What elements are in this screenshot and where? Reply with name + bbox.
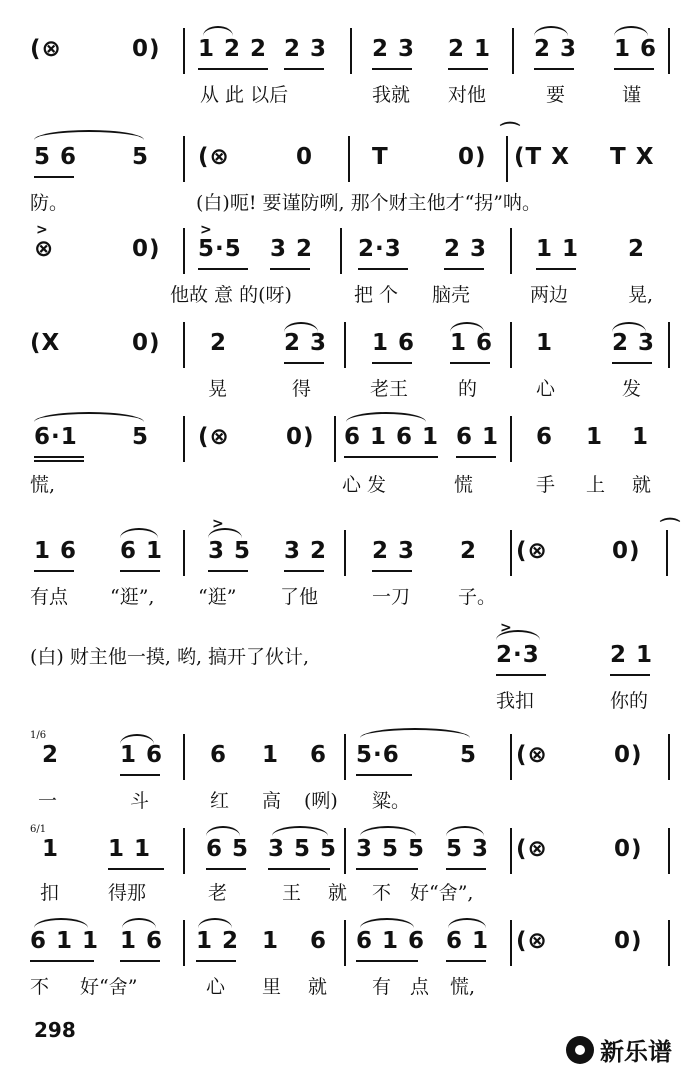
slur: [446, 826, 484, 836]
note-group: 6 1 1: [30, 928, 100, 954]
note-group: 2 3: [284, 330, 328, 356]
note-group: 1 6: [614, 36, 658, 62]
note-group: T: [372, 144, 389, 170]
lyric: 不: [372, 882, 392, 904]
note-group: 6 5: [206, 836, 250, 862]
lyric: 红: [210, 790, 230, 812]
grace-mark: 6/1: [30, 824, 47, 835]
lyric: 一: [38, 790, 58, 812]
note-group: 3 2: [270, 236, 314, 262]
note-group: 3 5 5: [268, 836, 338, 862]
lyric: 斗: [130, 790, 150, 812]
note-group: 6·1: [34, 424, 78, 450]
underline: [284, 570, 324, 572]
lyric: 两边: [530, 284, 569, 306]
slur: [203, 26, 233, 36]
lyric: 就: [328, 882, 348, 904]
note-group: T X: [610, 144, 655, 170]
note-group: 5 3: [446, 836, 490, 862]
underline: [344, 456, 438, 458]
lyric: 王: [282, 882, 302, 904]
note-group: (⊗: [30, 36, 62, 62]
logo-text: 新乐谱: [600, 1038, 672, 1066]
lyric: 晃: [208, 378, 228, 400]
slur: [448, 918, 486, 928]
note-group: 1 6: [120, 928, 164, 954]
slur: [360, 728, 470, 738]
barline: [510, 416, 512, 462]
lyric: 心: [206, 976, 226, 998]
barline: [510, 228, 512, 274]
underline: [34, 456, 84, 458]
lyric: 粱。: [372, 790, 411, 812]
underline: [446, 868, 486, 870]
lyric: 高: [262, 790, 282, 812]
note-group: 6: [536, 424, 554, 450]
underline: [196, 960, 236, 962]
grace-mark: 1/6: [30, 730, 47, 741]
lyric: (咧): [304, 790, 338, 812]
barline: [510, 734, 512, 780]
slur: [614, 26, 648, 36]
underline: [198, 268, 248, 270]
lyric: 对他: [448, 84, 487, 106]
lyric: 老王: [370, 378, 409, 400]
note-group: 5 6: [34, 144, 78, 170]
lyric: “逛”,: [110, 586, 155, 608]
lyric: “逛”: [198, 586, 237, 608]
barline: [510, 828, 512, 874]
lyric: 防。: [30, 192, 69, 214]
underline: [120, 960, 160, 962]
lyric: 扣: [40, 882, 60, 904]
note-group: 0): [458, 144, 487, 170]
system-8: [0, 724, 700, 814]
lyric: 上: [586, 474, 606, 496]
underline: [34, 570, 74, 572]
note-group: 0): [612, 538, 641, 564]
lyric: 子。: [458, 586, 497, 608]
lyric: 慌,: [450, 976, 476, 998]
note-group: 0): [614, 836, 643, 862]
underline: [372, 362, 412, 364]
barline: [183, 920, 185, 966]
note-group: 3 5 5: [356, 836, 426, 862]
note-group: 2 3: [534, 36, 578, 62]
barline: [348, 136, 350, 182]
note-group: 2 3: [284, 36, 328, 62]
note-group: 5: [460, 742, 478, 768]
note-group: 2: [42, 742, 60, 768]
slur: [34, 412, 144, 422]
system-4: [0, 316, 700, 406]
lyric: 从 此 以后: [200, 84, 289, 106]
slur: [198, 918, 232, 928]
note-group: (⊗: [516, 538, 548, 564]
lyric: 心: [536, 378, 556, 400]
note-group: (T X: [514, 144, 570, 170]
slur: [206, 826, 240, 836]
note-group: 5: [132, 424, 150, 450]
note-group: 1 6: [372, 330, 416, 356]
underline: [450, 362, 490, 364]
note-group: 1 1: [108, 836, 152, 862]
underline: [372, 68, 412, 70]
note-group: 2·3: [496, 642, 540, 668]
fermata-mark: ⌒: [500, 120, 520, 144]
note-group: 1: [536, 330, 554, 356]
underline: [610, 674, 650, 676]
underline: [34, 176, 74, 178]
note-group: 0): [132, 330, 161, 356]
underline: [120, 774, 160, 776]
barline: [668, 828, 670, 874]
underline: [448, 68, 488, 70]
system-6: [0, 516, 700, 612]
note-group: 0): [286, 424, 315, 450]
underline: [614, 68, 654, 70]
barline: [183, 416, 185, 462]
slur: [122, 918, 156, 928]
accent-mark: >: [36, 222, 48, 238]
lyric: 一刀: [372, 586, 411, 608]
note-group: 2 3: [372, 538, 416, 564]
underline: [284, 362, 324, 364]
barline: [512, 28, 514, 74]
note-group: 6: [210, 742, 228, 768]
note-group: 2 3: [444, 236, 488, 262]
note-group: 1: [42, 836, 60, 862]
system-2: [0, 120, 700, 220]
lyric: 得那: [108, 882, 147, 904]
lyric: 好“舍”: [80, 976, 138, 998]
note-group: (⊗: [516, 928, 548, 954]
barline: [344, 530, 346, 576]
note-group: 1 2 2: [198, 36, 268, 62]
underline: [356, 774, 412, 776]
barline: [510, 322, 512, 368]
note-group: 3 2: [284, 538, 328, 564]
lyric: 发: [622, 378, 642, 400]
underline: [198, 68, 268, 70]
underline: [284, 68, 324, 70]
barline: [183, 734, 185, 780]
lyric: 把 个: [354, 284, 399, 306]
note-group: 2: [210, 330, 228, 356]
lyric: 心 发: [342, 474, 387, 496]
lyric: 好“舍”,: [410, 882, 474, 904]
barline: [344, 322, 346, 368]
note-group: 2: [460, 538, 478, 564]
slur: [534, 26, 568, 36]
note-group: 2 3: [612, 330, 656, 356]
note-group: ⊗: [34, 236, 55, 262]
underline: [208, 570, 248, 572]
barline: [183, 828, 185, 874]
lyric: 我就: [372, 84, 411, 106]
note-group: 1 6: [34, 538, 78, 564]
note-group: 5: [132, 144, 150, 170]
lyric: 手: [536, 474, 556, 496]
lyric: 脑壳: [432, 284, 471, 306]
note-group: 0): [132, 236, 161, 262]
note-group: 2 1: [448, 36, 492, 62]
lyric: (白) 财主他一摸, 哟, 搞开了伙计,: [30, 646, 310, 668]
system-7: [0, 620, 700, 716]
underline: [372, 570, 412, 572]
note-group: (⊗: [516, 836, 548, 862]
site-logo: [566, 1032, 672, 1067]
underline: [356, 960, 418, 962]
underline: [268, 868, 330, 870]
note-group: 0: [296, 144, 314, 170]
slur: [120, 528, 158, 538]
note-group: 0): [614, 928, 643, 954]
note-group: 1: [262, 928, 280, 954]
lyric: 就: [308, 976, 328, 998]
note-group: 2: [628, 236, 646, 262]
underline: [536, 268, 576, 270]
lyric: 里: [262, 976, 282, 998]
underline: [108, 868, 164, 870]
underline: [206, 868, 246, 870]
slur: [346, 412, 426, 422]
vinyl-record-icon: [566, 1036, 594, 1064]
page-number: 298: [34, 1018, 76, 1042]
slur: [496, 630, 540, 640]
lyric: 要: [546, 84, 566, 106]
slur: [360, 918, 414, 928]
barline: [183, 228, 185, 274]
slur: [272, 826, 328, 836]
barline: [668, 322, 670, 368]
system-9: [0, 818, 700, 908]
note-group: 0): [132, 36, 161, 62]
barline: [668, 28, 670, 74]
fermata-mark: ⌒: [660, 516, 680, 540]
underline: [444, 268, 484, 270]
barline: [183, 322, 185, 368]
barline: [510, 920, 512, 966]
underline: [270, 268, 310, 270]
lyric: 慌: [454, 474, 474, 496]
lyric: 谨: [622, 84, 642, 106]
note-group: 2 1: [610, 642, 654, 668]
note-group: 6: [310, 928, 328, 954]
note-group: 5·5: [198, 236, 242, 262]
lyric: 你的: [610, 690, 649, 712]
barline: [183, 136, 185, 182]
accent-mark: >: [212, 516, 224, 532]
note-group: 1 6: [120, 742, 164, 768]
note-group: 3 5: [208, 538, 252, 564]
barline: [183, 530, 185, 576]
note-group: 1 6: [450, 330, 494, 356]
underline: [34, 460, 84, 462]
note-group: (⊗: [198, 144, 230, 170]
lyric: 我扣: [496, 690, 535, 712]
note-group: 1 2: [196, 928, 240, 954]
underline: [30, 960, 94, 962]
lyric: 的: [458, 378, 478, 400]
accent-mark: >: [500, 620, 512, 636]
lyric: 有: [372, 976, 392, 998]
lyric: 他故 意 的(呀): [170, 284, 292, 306]
note-group: 6 1: [456, 424, 500, 450]
note-group: 6 1 6: [356, 928, 426, 954]
underline: [456, 456, 496, 458]
note-group: 1 1: [536, 236, 580, 262]
note-group: (X: [30, 330, 61, 356]
underline: [446, 960, 486, 962]
lyric: 了他: [280, 586, 319, 608]
lyric: 得: [292, 378, 312, 400]
barline: [344, 920, 346, 966]
barline: [668, 920, 670, 966]
note-group: 6 1: [446, 928, 490, 954]
lyric: 不: [30, 976, 50, 998]
note-group: 6 1 6 1: [344, 424, 440, 450]
barline: [344, 828, 346, 874]
lyric: 晃,: [628, 284, 654, 306]
note-group: 6: [310, 742, 328, 768]
underline: [496, 674, 546, 676]
lyric: 就: [632, 474, 652, 496]
slur: [34, 918, 88, 928]
lyric: 老: [208, 882, 228, 904]
accent-mark: >: [200, 222, 212, 238]
note-group: 1: [262, 742, 280, 768]
lyric: 点: [410, 976, 430, 998]
underline: [612, 362, 652, 364]
barline: [183, 28, 185, 74]
slur: [34, 130, 144, 140]
lyric: 有点: [30, 586, 69, 608]
barline: [350, 28, 352, 74]
system-5: [0, 412, 700, 508]
barline: [340, 228, 342, 274]
note-group: 5·6: [356, 742, 400, 768]
slur: [208, 528, 242, 538]
underline: [120, 570, 160, 572]
note-group: (⊗: [198, 424, 230, 450]
note-group: (⊗: [516, 742, 548, 768]
barline: [668, 734, 670, 780]
note-group: 1: [586, 424, 604, 450]
note-group: 2·3: [358, 236, 402, 262]
lyric: (白)呃! 要谨防咧, 那个财主他才“拐”呐。: [196, 192, 542, 214]
underline: [534, 68, 574, 70]
barline: [334, 416, 336, 462]
note-group: 1: [632, 424, 650, 450]
lyric: 慌,: [30, 474, 56, 496]
barline: [344, 734, 346, 780]
system-1: [0, 28, 700, 128]
system-3: [0, 222, 700, 312]
barline: [510, 530, 512, 576]
note-group: 0): [614, 742, 643, 768]
underline: [356, 868, 418, 870]
note-group: 2 3: [372, 36, 416, 62]
system-10: [0, 910, 700, 1000]
note-group: 6 1: [120, 538, 164, 564]
underline: [358, 268, 408, 270]
slur: [360, 826, 416, 836]
